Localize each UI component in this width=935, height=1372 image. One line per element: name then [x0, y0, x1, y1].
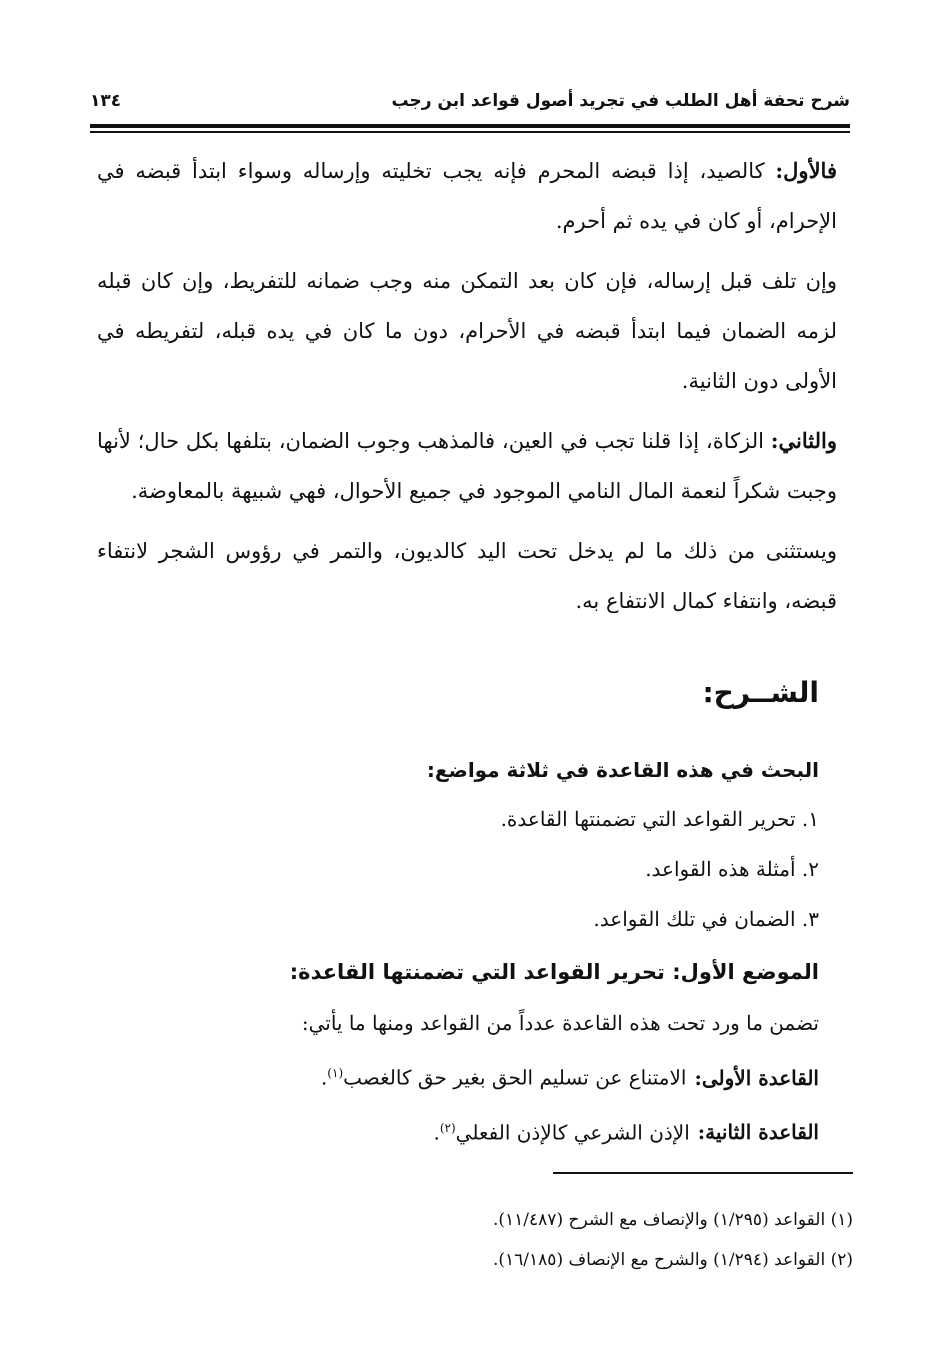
list-item: ٣. الضمان في تلك القواعد.	[593, 907, 819, 931]
rule-two-label: القاعدة الثانية:	[697, 1120, 819, 1145]
footnote-ref: (١)	[327, 1066, 344, 1080]
paragraph-text: ويستثنى من ذلك ما لم يدخل تحت اليد كالديون، والتمر في رؤوس الشجر لانتفاء قبضه، وانتفاء كمال الانتفاع به.	[97, 539, 837, 613]
list-item: ٢. أمثلة هذه القواعد.	[645, 857, 819, 881]
section-heading: البحث في هذه القاعدة في ثلاثة مواضع:	[426, 758, 819, 782]
footnote: (٢) القواعد (١/٢٩٤) والشرح مع الإنصاف (١٦/١٨٥).	[493, 1250, 853, 1270]
page-header	[90, 86, 850, 116]
header-rule-thin	[90, 131, 850, 133]
header-rule-thick	[90, 124, 850, 128]
paragraph-text: وإن تلف قبل إرساله، فإن كان بعد التمكن منه وجب ضمانه للتفريط، وإن كان قبله لزمه الضمان فيما ابتدأ قبضه في الأحرام، دون ما كان في يده قبله، لتفريطه في الأولى دون الثانية.	[97, 269, 837, 393]
intro-line: تضمن ما ورد تحت هذه القاعدة عدداً من القواعد ومنها ما يأتي:	[301, 1011, 819, 1035]
list-item: ١. تحرير القواعد التي تضمنتها القاعدة.	[500, 807, 819, 831]
paragraph	[97, 146, 837, 246]
rule-two-text: الإذن الشرعي كالإذن الفعلي	[455, 1120, 690, 1145]
commentary-section	[99, 746, 819, 1157]
paragraph	[97, 416, 837, 516]
footnote: (١) القواعد (١/٢٩٥) والإنصاف مع الشرح (١١/٤٨٧).	[493, 1210, 853, 1230]
rule-one: القاعدة الأولى:الامتناع عن تسليم الحق بغير حق كالغصب$^{(١)}$.	[320, 1065, 819, 1090]
paragraph-text: كالصيد، إذا قبضه المحرم فإنه يجب تخليته وإرساله وسواء ابتدأ قبضه في الإحرام، أو كان في يده ثم أحرم.	[97, 159, 837, 233]
footnote-ref: (٢)	[439, 1120, 456, 1135]
rule-two: القاعدة الثانية:الإذن الشرعي كالإذن الفعلي$^{(٢)}$.	[433, 1120, 819, 1145]
main-text	[97, 146, 837, 636]
paragraph-lead: فالأول:	[775, 158, 837, 183]
paragraph-text: الزكاة، إذا قلنا تجب في العين، فالمذهب وجوب الضمان، بتلفها بكل حال؛ لأنها وجبت شكراً لنعمة المال النامي الموجود في جميع الأحوال، فهي شبيهة بالمعاوضة.	[97, 429, 837, 503]
rule-one-text: الامتناع عن تسليم الحق بغير حق كالغصب	[343, 1065, 687, 1090]
topic-heading: الموضع الأول: تحرير القواعد التي تضمنتها القاعدة:	[289, 960, 819, 984]
footnote-separator	[553, 1172, 853, 1174]
paragraph-lead: والثاني:	[770, 428, 837, 453]
footnotes	[93, 1200, 853, 1280]
running-title: شرح تحفة أهل الطلب في تجريد أصول قواعد ابن رجب	[391, 91, 850, 111]
sharh-heading: الشــرح:	[702, 676, 819, 709]
paragraph	[97, 256, 837, 406]
page-number: ١٣٤	[90, 91, 122, 111]
paragraph	[97, 526, 837, 626]
rule-one-label: القاعدة الأولى:	[694, 1065, 819, 1090]
